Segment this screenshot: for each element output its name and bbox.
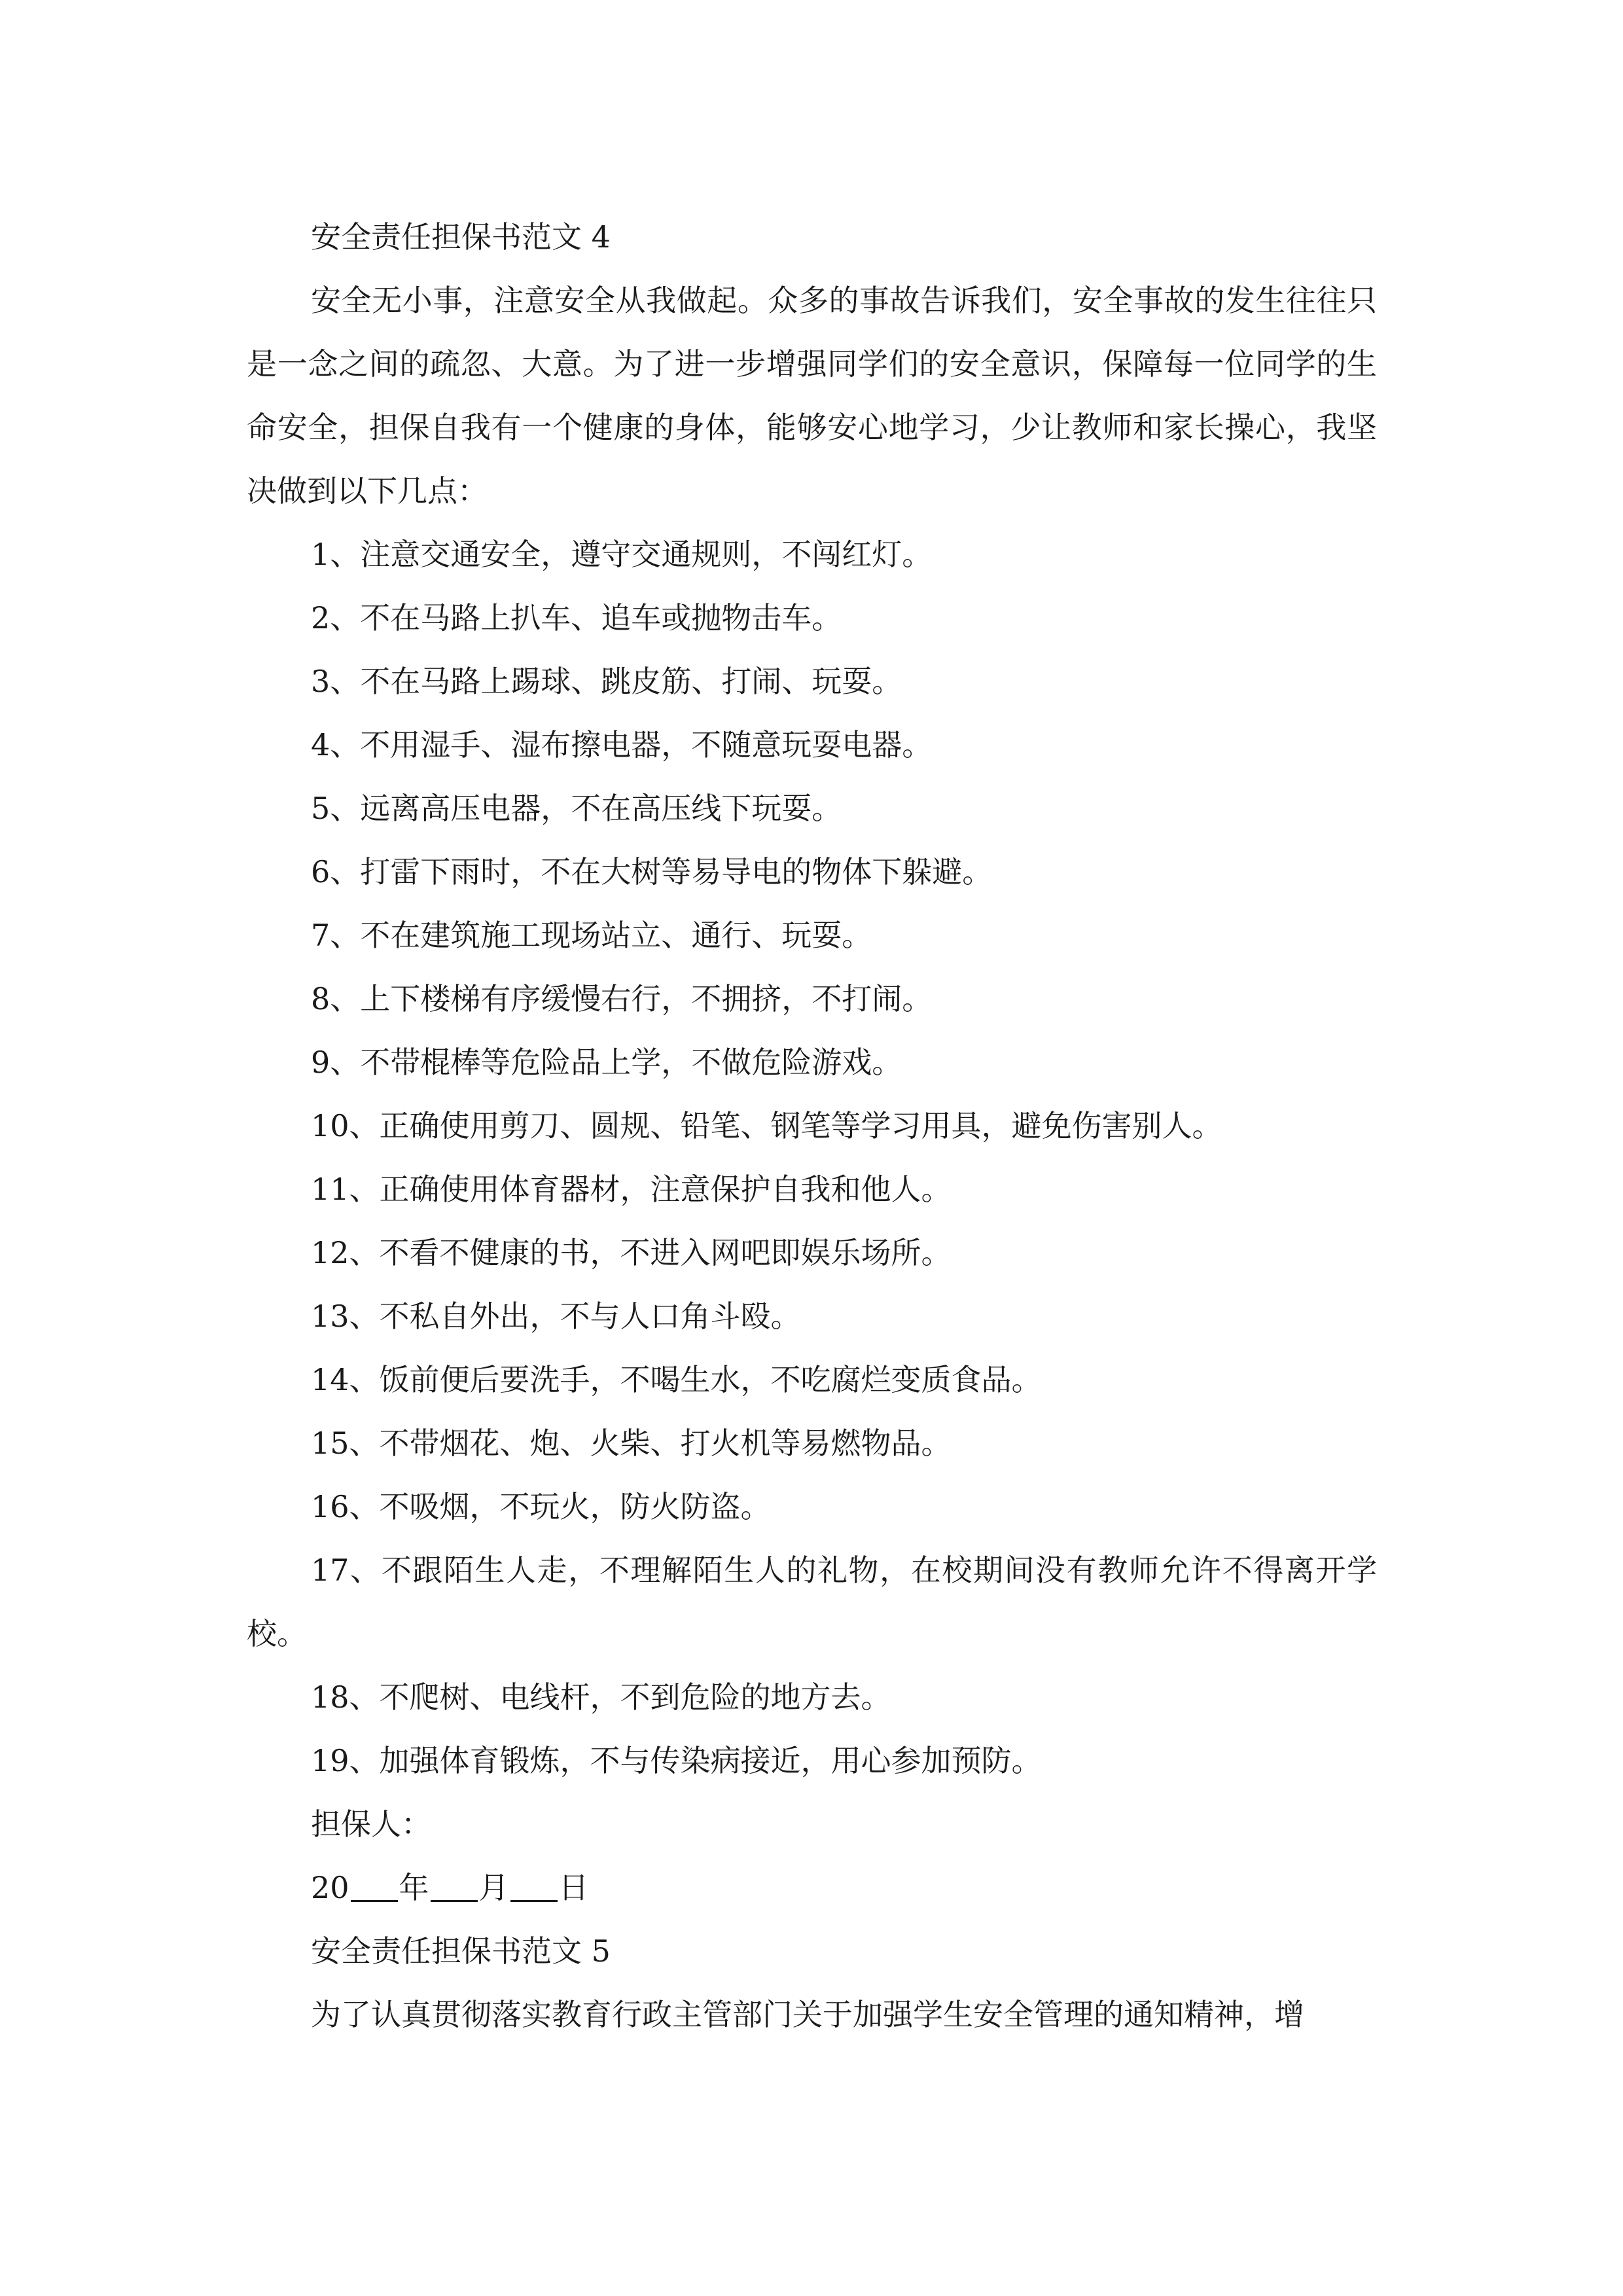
date-year-prefix: 20	[311, 1870, 349, 1905]
year-blank	[351, 1900, 398, 1902]
pledge-item: 12、不看不健康的书，不进入网吧即娱乐场所。	[311, 1235, 952, 1270]
pledge-item: 8、上下楼梯有序缓慢右行，不拥挤，不打闹。	[311, 981, 933, 1016]
pledge-item: 5、远离高压电器，不在高压线下玩耍。	[311, 791, 842, 826]
pledge-item: 18、不爬树、电线杆，不到危险的地方去。	[311, 1679, 891, 1715]
pledge-item: 4、不用湿手、湿布擦电器，不随意玩耍电器。	[311, 727, 933, 762]
pledge-item: 13、不私自外出，不与人口角斗殴。	[311, 1299, 801, 1334]
pledge-item: 1、注意交通安全，遵守交通规则，不闯红灯。	[311, 537, 933, 572]
closing-paragraph: 为了认真贯彻落实教育行政主管部门关于加强学生安全管理的通知精神，增	[311, 1997, 1304, 2032]
date-month-label: 月	[478, 1870, 509, 1905]
pledge-item: 17、不跟陌生人走，不理解陌生人的礼物，在校期间没有教师允许不得离开学校。	[247, 1552, 1377, 1651]
pledge-item: 9、不带棍棒等危险品上学，不做危险游戏。	[311, 1045, 902, 1080]
date-day-label: 日	[558, 1870, 589, 1905]
pledge-item: 7、不在建筑施工现场站立、通行、玩耍。	[311, 918, 872, 953]
date-line	[247, 1856, 1377, 1920]
pledge-item: 6、打雷下雨时，不在大树等易导电的物体下躲避。	[311, 854, 993, 889]
pledge-item: 2、不在马路上扒车、追车或抛物击车。	[311, 600, 842, 636]
section-heading-4: 安全责任担保书范文 4	[311, 219, 611, 255]
intro-paragraph: 安全无小事，注意安全从我做起。众多的事故告诉我们，安全事故的发生往往只是一念之间的疏忽、大意。为了进一步增强同学们的安全意识，保障每一位同学的生命安全，担保自我有一个健康的身体，能够安心地学习，少让教师和家长操心，我坚决做到以下几点：	[247, 283, 1377, 509]
document-body	[247, 206, 1377, 2047]
pledge-list	[247, 523, 1377, 1793]
pledge-item: 14、饭前便后要洗手，不喝生水，不吃腐烂变质食品。	[311, 1362, 1042, 1397]
day-blank	[510, 1900, 558, 1902]
pledge-item: 3、不在马路上踢球、跳皮筋、打闹、玩耍。	[311, 664, 902, 699]
pledge-item: 10、正确使用剪刀、圆规、铅笔、钢笔等学习用具，避免伤害别人。	[311, 1108, 1222, 1143]
date-year-label: 年	[399, 1870, 429, 1905]
section-heading-5: 安全责任担保书范文 5	[311, 1933, 611, 1969]
pledge-item: 11、正确使用体育器材，注意保护自我和他人。	[311, 1172, 952, 1207]
pledge-item: 19、加强体育锻炼，不与传染病接近，用心参加预防。	[311, 1743, 1042, 1778]
month-blank	[431, 1900, 478, 1902]
pledge-item: 15、不带烟花、炮、火柴、打火机等易燃物品。	[311, 1426, 952, 1461]
guarantor-label: 担保人：	[311, 1806, 431, 1842]
pledge-item: 16、不吸烟，不玩火，防火防盗。	[311, 1489, 771, 1524]
